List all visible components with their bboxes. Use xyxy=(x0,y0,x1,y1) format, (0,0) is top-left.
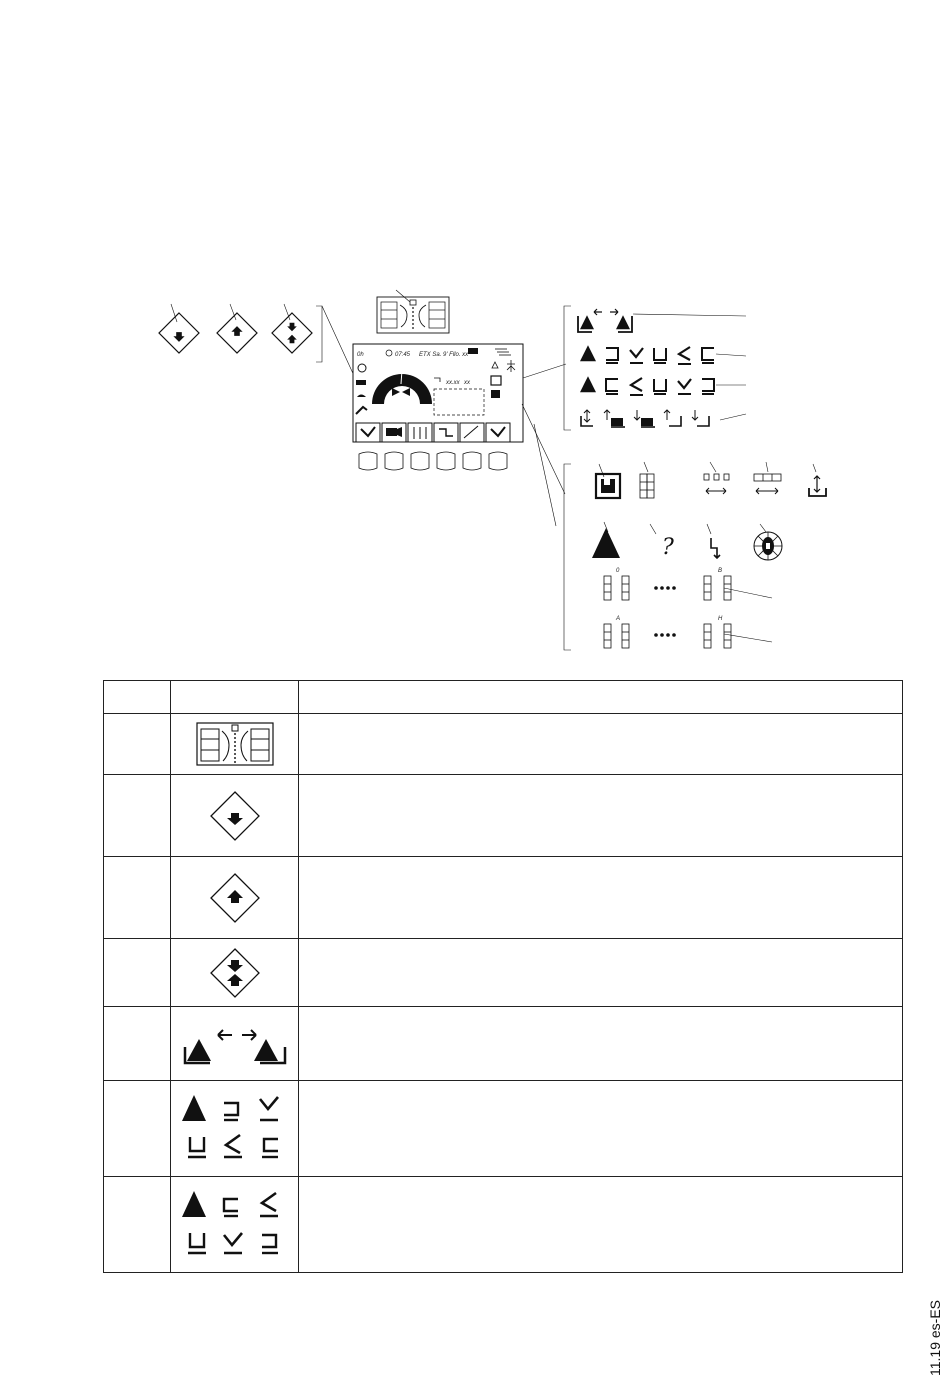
operating-diagram xyxy=(156,284,838,656)
table-row xyxy=(104,1177,903,1273)
page-code-text: 11.19 es-ES xyxy=(927,1300,943,1377)
table-row xyxy=(104,775,903,857)
help-icon xyxy=(662,535,674,560)
right-sequence-icon xyxy=(580,376,714,395)
save-icon xyxy=(596,474,620,498)
row-number xyxy=(104,1007,171,1081)
row-number xyxy=(104,857,171,939)
lower-icon xyxy=(171,775,299,857)
lower-icon xyxy=(159,313,199,353)
raise-icon xyxy=(217,313,257,353)
lower-raise-icon xyxy=(171,939,299,1007)
leader-lines-left xyxy=(171,304,356,380)
table-row xyxy=(104,1081,903,1177)
lower-raise-icon xyxy=(272,313,312,353)
svg-text:A: A xyxy=(616,616,621,622)
dots-2 xyxy=(654,633,676,637)
height-adjust-icon xyxy=(809,476,826,496)
section-a-icon xyxy=(604,616,629,648)
left-sequence-icon xyxy=(171,1081,299,1177)
page-code xyxy=(925,1300,945,1380)
table-row xyxy=(104,857,903,939)
row-description xyxy=(299,1177,903,1273)
headland-transfer-icon xyxy=(171,1007,299,1081)
section-h-icon xyxy=(704,616,731,648)
raise-icon xyxy=(171,857,299,939)
fault-icon xyxy=(711,538,720,558)
table-row xyxy=(104,939,903,1007)
machine-overview-icon xyxy=(171,714,299,775)
svg-text:B: B xyxy=(718,568,723,574)
legend-table xyxy=(103,680,903,1273)
header-description xyxy=(299,681,903,714)
row-number xyxy=(104,714,171,775)
right-sequence-icon xyxy=(171,1177,299,1273)
section-0-icon xyxy=(604,568,629,600)
row-description xyxy=(299,775,903,857)
headland-transfer-icon xyxy=(578,309,632,332)
table-row xyxy=(104,1007,903,1081)
left-sequence-icon xyxy=(580,345,714,364)
row-number xyxy=(104,775,171,857)
row-description xyxy=(299,857,903,939)
warning-triangle-icon xyxy=(592,528,620,558)
header-number xyxy=(104,681,171,714)
row-description xyxy=(299,714,903,775)
row-number xyxy=(104,939,171,1007)
center-label: xx xyxy=(464,380,470,386)
beacon-icon xyxy=(754,532,782,560)
width-large-icon xyxy=(754,474,781,494)
svg-text:?: ? xyxy=(662,535,674,560)
row-description xyxy=(299,1081,903,1177)
section-bars-icon xyxy=(640,474,654,498)
row-number xyxy=(104,1081,171,1177)
header-time: 07:45 xyxy=(395,352,411,358)
width-small-icon xyxy=(704,474,729,494)
header-left: 0h xyxy=(357,352,364,358)
header-title: ETX Sa. 9' Fllo. xx xyxy=(419,352,469,358)
row-number xyxy=(104,1177,171,1273)
dots-1 xyxy=(654,586,676,590)
implement-steps-icons xyxy=(581,410,709,427)
terminal-display xyxy=(353,344,523,442)
svg-text:H: H xyxy=(718,616,723,622)
section-b-icon xyxy=(704,568,731,600)
row-description xyxy=(299,939,903,1007)
physical-keys xyxy=(359,452,507,470)
table-row xyxy=(104,714,903,775)
machine-overview-icon xyxy=(377,297,449,333)
header-symbol xyxy=(171,681,299,714)
row-description xyxy=(299,1007,903,1081)
center-value: xx.xx xyxy=(446,380,460,386)
svg-text:0: 0 xyxy=(616,568,620,574)
table-header xyxy=(104,681,903,714)
